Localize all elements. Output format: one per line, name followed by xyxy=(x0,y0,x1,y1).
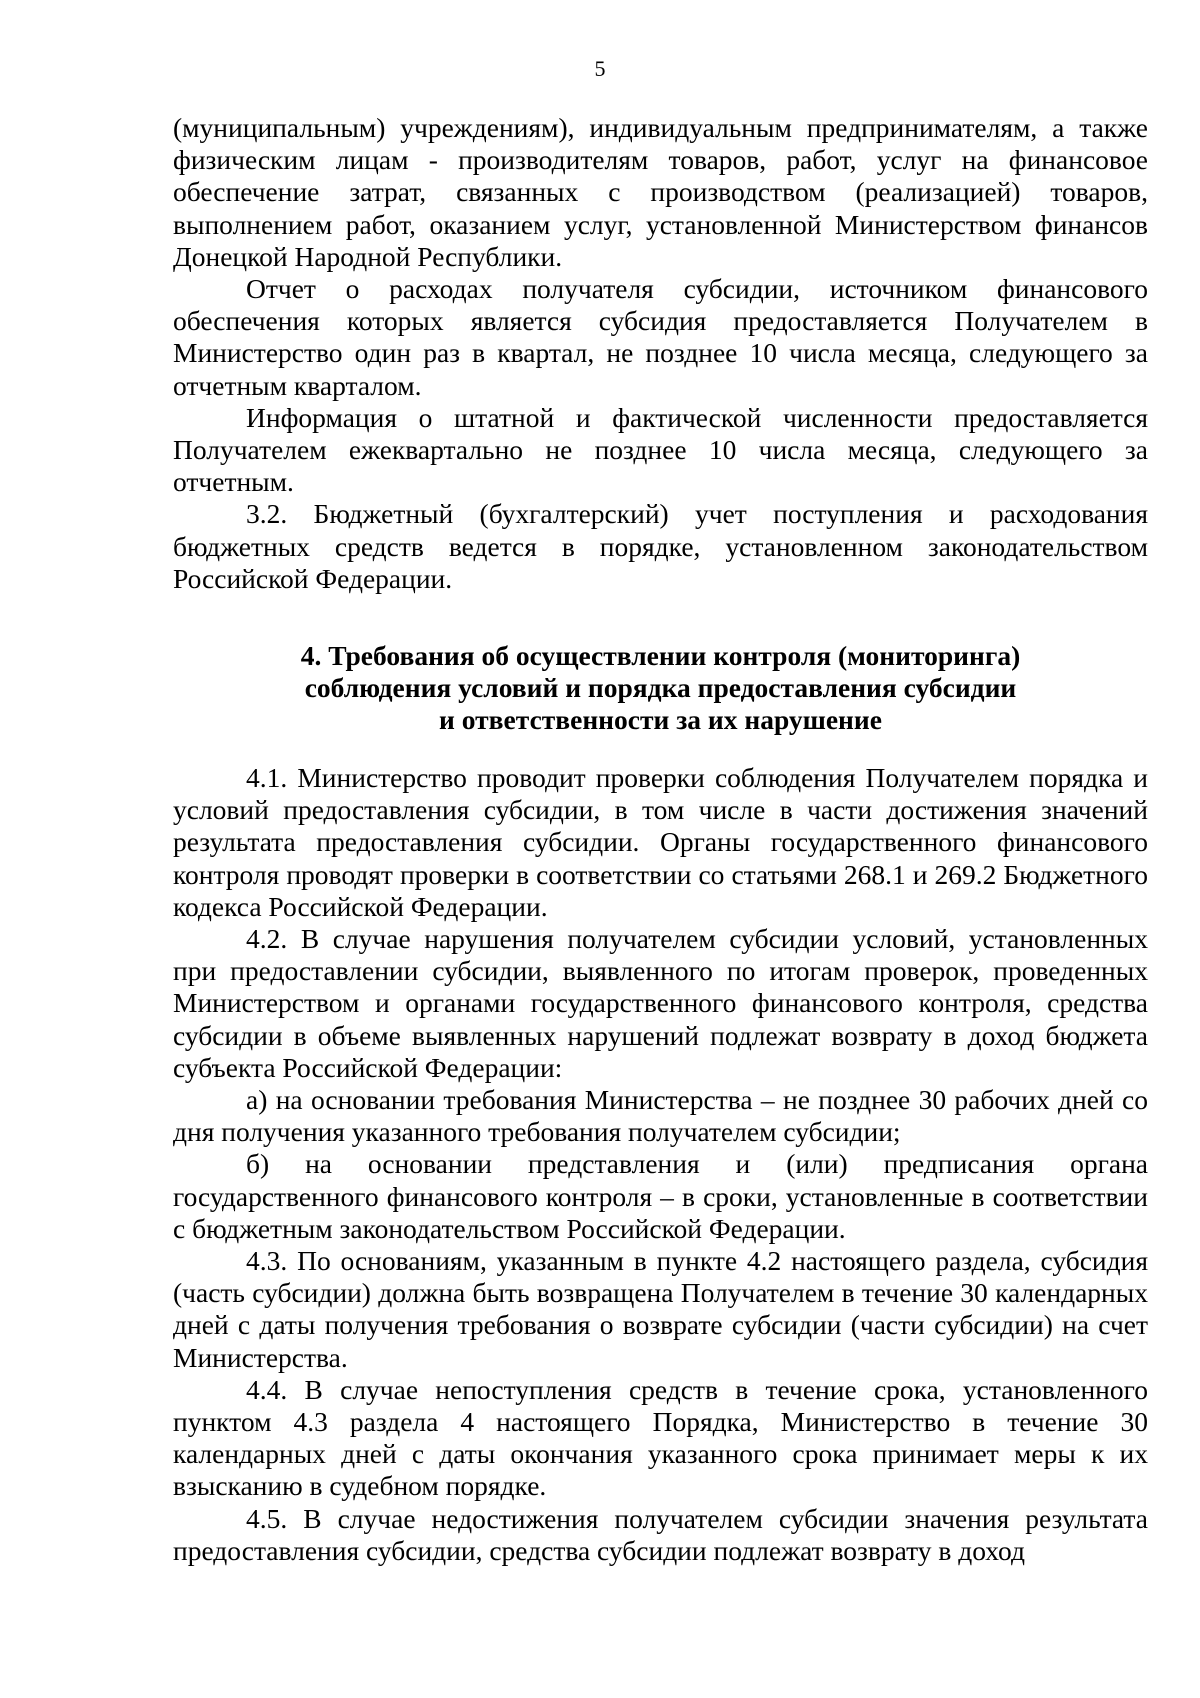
paragraph-3-2: 3.2. Бюджетный (бухгалтерский) учет поступления и расходования бюджетных средств ведется в порядке, установленном законодательством Российской Федерации. xyxy=(173,498,1148,594)
page-number: 5 xyxy=(594,56,606,81)
paragraph-continuation: (муниципальным) учреждениям), индивидуальным предпринимателям, а также физическим лицам - производителям товаров, работ, услуг на финансовое обеспечение затрат, связанных с производством (реализацией) товаров, выполнением работ, оказанием услуг, установленной Министерством финансов Донецкой Народной Республики. xyxy=(173,112,1148,272)
paragraph-4-3: 4.3. По основаниям, указанным в пункте 4.2 настоящего раздела, субсидия (часть субсидии) должна быть возвращена Получателем в течение 30 календарных дней с даты получения требования о возврате субсидии (части субсидии) на счет Министерства. xyxy=(173,1245,1148,1373)
bottom-text-block xyxy=(173,762,1148,1567)
top-text-block xyxy=(173,112,1148,595)
paragraph-4-2-a: а) на основании требования Министерства – не позднее 30 рабочих дней со дня получения указанного требования получателем субсидии; xyxy=(173,1084,1148,1148)
section-heading xyxy=(173,640,1148,737)
paragraph-report-expenses: Отчет о расходах получателя субсидии, источником финансового обеспечения которых является субсидия предоставляется Получателем в Министерство один раз в квартал, не позднее 10 числа месяца, следующего за отчетным кварталом. xyxy=(173,273,1148,401)
paragraph-4-1: 4.1. Министерство проводит проверки соблюдения Получателем порядка и условий предоставления субсидии, в том числе в части достижения значений результата предоставления субсидии. Органы государственного финансового контроля проводят проверки в соответствии со статьями 268.1 и 269.2 Бюджетного кодекса Российской Федерации. xyxy=(173,762,1148,922)
section-heading-line-1: 4. Требования об осуществлении контроля (мониторинга) xyxy=(300,640,1021,671)
section-heading-line-2: соблюдения условий и порядка предоставления субсидии xyxy=(304,672,1017,704)
paragraph-staff-info: Информация о штатной и фактической численности предоставляется Получателем ежеквартально не позднее 10 числа месяца, следующего за отчетным. xyxy=(173,401,1148,498)
paragraph-4-2: 4.2. В случае нарушения получателем субсидии условий, установленных при предоставлении субсидии, выявленного по итогам проверок, проведенных Министерством и органами государственного финансового контроля, средства субсидии в объеме выявленных нарушений подлежат возврату в доход бюджета субъекта Российской Федерации: xyxy=(173,923,1148,1083)
paragraph-4-4: 4.4. В случае непоступления средств в течение срока, установленного пунктом 4.3 раздела 4 настоящего Порядка, Министерство в течение 30 календарных дней с даты окончания указанного срока принимает меры к их взысканию в судебном порядке. xyxy=(173,1373,1148,1502)
section-heading-line-3: и ответственности за их нарушение xyxy=(439,704,882,736)
paragraph-4-5: 4.5. В случае недостижения получателем субсидии значения результата предоставления субсидии, средства субсидии подлежат возврату в доход xyxy=(173,1502,1148,1566)
paragraph-4-2-b: б) на основании представления и (или) предписания органа государственного финансового контроля – в сроки, установленные в соответствии с бюджетным законодательством Российской Федерации. xyxy=(173,1148,1148,1244)
